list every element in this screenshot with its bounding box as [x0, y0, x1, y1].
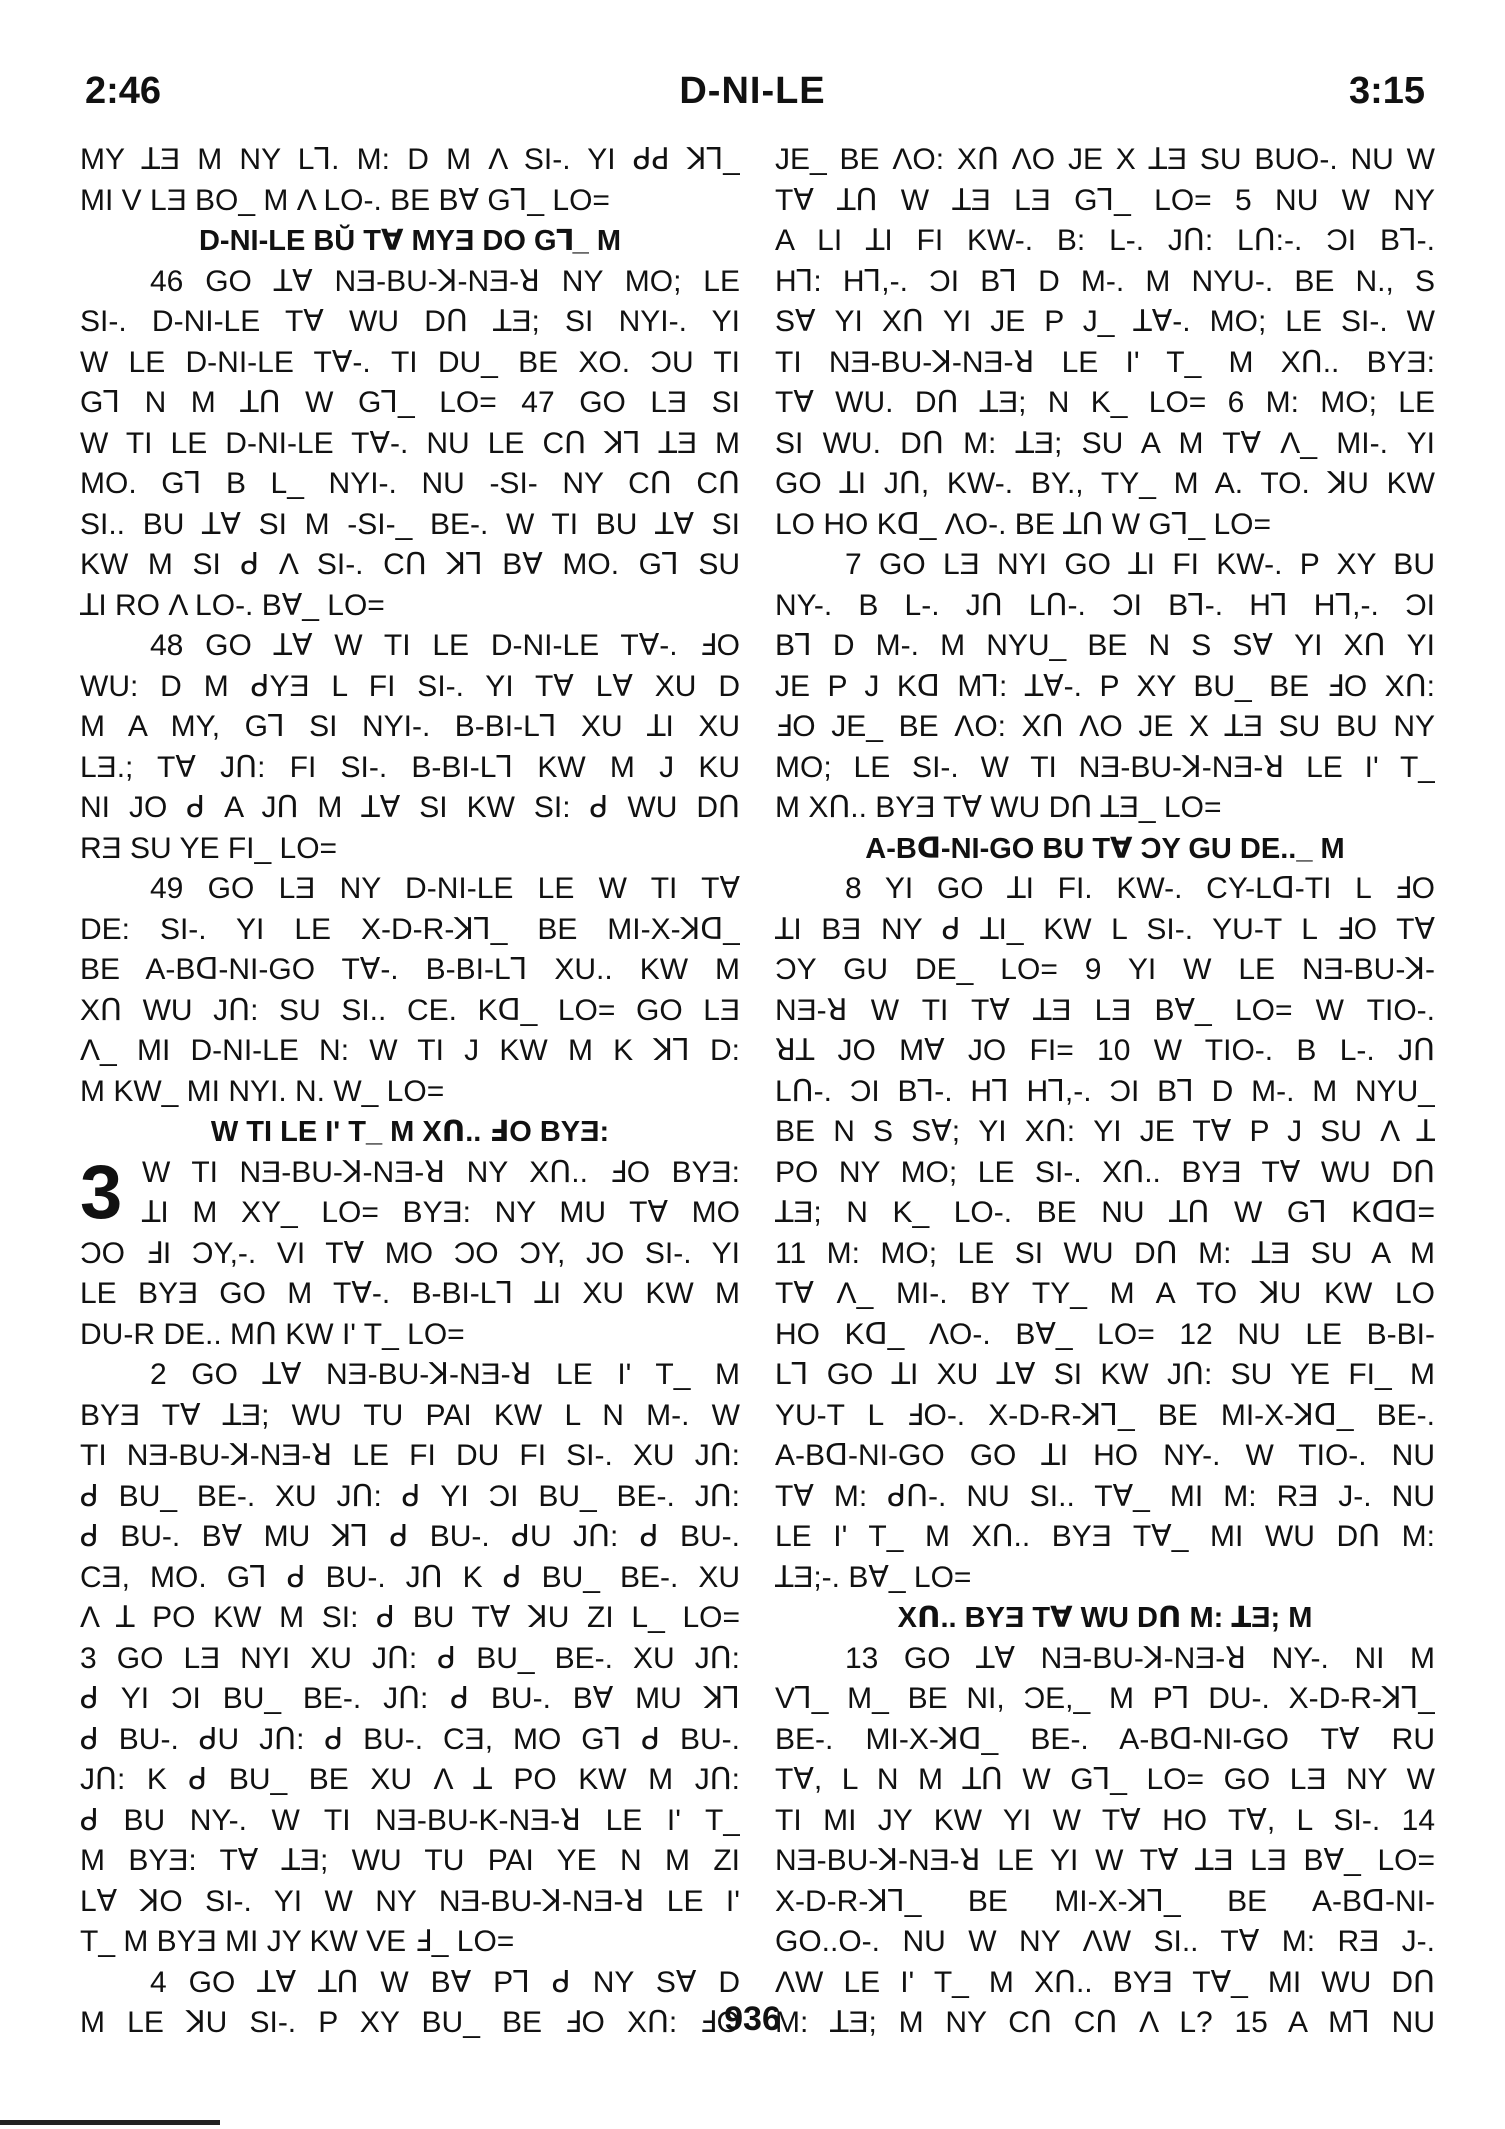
text-line: Jᑎ: K ᑯ BU_ BE XU Λ ꓕ PO KW M Jᑎ:: [80, 1763, 740, 1796]
text-line: TI MI JY KW YI W Tꓯ HO Tꓯ, L SI-. 14: [775, 1803, 1435, 1837]
text-line: NƎ-ꓤ W TI Tꓯ ꓕƎ LƎ Bꓯ_ LO= W TIO-.: [775, 993, 1435, 1027]
chapter-number: 3: [80, 1149, 123, 1235]
text-line: X-D-R-ꓘꓶ_ BE MI-X-ꓘꓶ_ BE A-Bᗡ-NI-: [775, 1884, 1435, 1918]
text-line: ᑯ BU-. ᑯU Jᑎ: ᑯ BU-. CƎ, MO Gꓶ ᑯ BU-.: [80, 1722, 740, 1756]
text-line: Lꓶ GO ꓕI XU ꓕꓯ SI KW Jᑎ: SU YE FI_ M: [775, 1358, 1435, 1391]
header-reference-start: 2:46: [85, 70, 162, 112]
text-line: 46 GO ꓕꓯ NƎ-BU-ꓘ-NƎ-ꓤ NY MO; LE: [150, 264, 740, 298]
text-line: Tꓯ ꓕᑎ W ꓕƎ LƎ Gꓶ_ LO= 5 NU W NY: [775, 183, 1435, 217]
text-line: 7 GO LƎ NYI GO ꓕI FI KW-. P XY BU: [845, 548, 1435, 581]
chapter-opening: [80, 1149, 740, 1235]
text-line: Λ ꓕ PO KW M SI: ᑯ BU Tꓯ ꓘU ZI L_ LO=: [80, 1601, 740, 1634]
text-line: BE-. MI-X-ꓘᗡ_ BE-. A-Bᗡ-NI-GO Tꓯ RU: [775, 1722, 1435, 1756]
text-line: 2 GO ꓕꓯ NƎ-BU-ꓘ-NƎ-ꓤ LE Iʹ T_ M: [150, 1358, 740, 1391]
text-line: 4 GO ꓕꓯ ꓕᑎ W Bꓯ Pꓶ ᑯ NY Sꓯ D: [150, 1965, 740, 1999]
text-line: A LI ꓕI FI KW-. B: L-. Jᑎ: Lᑎ:-. ƆI Bꓶ-.: [775, 224, 1435, 257]
right-column-text: [775, 140, 1435, 2044]
text-line: GO..O-. NU W NY ΛW SI.. Tꓯ M: RƎ J-.: [775, 1925, 1435, 1958]
text-line: 49 GO LƎ NY D-NI-LE LE W TI Tꓯ: [150, 872, 740, 905]
page-header: [0, 70, 1505, 120]
header-reference-end: 3:15: [1348, 70, 1425, 112]
chapter-line: ꓕI M XY_ LO= BYƎ: NY MU Tꓯ MO: [142, 1196, 740, 1229]
text-line: 13 GO ꓕꓯ NƎ-BU-ꓘ-NƎ-ꓤ NY-. NI M: [845, 1641, 1435, 1675]
text-line: 48 GO ꓕꓯ W TI LE D-NI-LE Tꓯ-. ꓞO: [150, 629, 740, 662]
text-line: NY-. B L-. Jᑎ Lᑎ-. ƆI Bꓶ-. Hꓶ Hꓶ,-. ƆI: [775, 588, 1435, 622]
text-line: LƎ.; Tꓯ Jᑎ: FI SI-. B-BI-Lꓶ KW M J KU: [80, 750, 740, 784]
text-line: Λ_ MI D-NI-LE N: W TI J KW M K ꓘꓶ D:: [80, 1034, 740, 1067]
text-line: M LE ꓘU SI-. P XY BU_ BE ꓞO Xᑎ: ꓞO: [80, 2006, 740, 2039]
section-heading: W TI LE Iʹ T_ M Xᑎ.. ꓞO BYƎ:: [210, 1116, 610, 1148]
text-line: MO; LE SI-. W TI NƎ-BU-ꓘ-NƎ-ꓤ LE Iʹ T_: [775, 750, 1435, 784]
text-line: LO HO Kᗡ_ ΛO-. BE ꓕᑎ W Gꓶ_ LO=: [775, 507, 1271, 541]
text-line: Lꓯ ꓘO SI-. YI W NY NƎ-BU-ꓘ-NƎ-ꓤ LE Iʹ: [80, 1884, 740, 1918]
text-line: ꓞO JE_ BE ΛO: Xᑎ ΛO JE X ꓕƎ SU BU NY: [775, 710, 1435, 743]
text-line: DE: SI-. YI LE X-D-R-ꓘꓶ_ BE MI-X-ꓘᗡ_: [80, 912, 740, 946]
left-column: [80, 140, 740, 2044]
text-line: YU-T L ꓞO-. X-D-R-ꓘꓶ_ BE MI-X-ꓘᗡ_ BE-.: [775, 1398, 1435, 1432]
text-line: TI NƎ-BU-ꓘ-NƎ-ꓤ LE FI DU FI SI-. XU Jᑎ:: [80, 1439, 740, 1472]
text-line: HO Kᗡ_ ΛO-. Bꓯ_ LO= 12 NU LE B-BI-: [775, 1317, 1435, 1351]
chapter-line: W TI NƎ-BU-ꓘ-NƎ-ꓤ NY Xᑎ.. ꓞO BYƎ:: [142, 1155, 740, 1189]
header-book-title: D-NI-LE: [679, 70, 826, 112]
text-line: MO. Gꓶ B L_ NYI-. NU -SI- NY Cᑎ Cᑎ: [80, 467, 740, 500]
text-line: ꓤꓕ JO Mꓯ JO FI= 10 W TIO-. B L-. Jᑎ: [775, 1034, 1435, 1067]
text-line: M Xᑎ.. BYƎ Tꓯ WU Dᑎ ꓕƎ_ LO=: [775, 791, 1222, 824]
text-line: ꓕI RO Λ LO-. Bꓯ_ LO=: [80, 588, 385, 622]
text-line: 8 YI GO ꓕI FI. KW-. CY-Lᗡ-TI L ꓞO: [845, 872, 1435, 905]
text-line: ƆO ꓞI ƆY,-. VI Tꓯ MO ƆO ƆY, JO SI-. YI: [80, 1236, 740, 1270]
text-line: PO NY MO; LE SI-. Xᑎ.. BYƎ Tꓯ WU Dᑎ: [775, 1155, 1435, 1189]
text-line: ꓕƎ;-. Bꓯ_ LO=: [775, 1560, 972, 1594]
text-line: Vꓶ_ M_ BE NI, ƆE,_ M Pꓶ DU-. X-D-R-ꓘꓶ_: [775, 1682, 1435, 1715]
text-line: MI V LƎ BO_ M Λ LO-. BE Bꓯ Gꓶ_ LO=: [80, 183, 610, 217]
text-line: ꓕI BƎ NY ᑯ ꓕI_ KW L SI-. YU-T L ꓞO Tꓯ: [775, 912, 1435, 946]
scan-edge-rule: [0, 2120, 220, 2125]
text-line: RƎ SU YE FI_ LO=: [80, 831, 338, 865]
section-heading: Xᑎ.. BYƎ Tꓯ WU Dᑎ M: ꓕƎ; M: [897, 1602, 1313, 1634]
text-line: W LE D-NI-LE Tꓯ-. TI DU_ BE XO. ƆU TI: [80, 345, 740, 379]
text-line: DU-R DE.. Mᑎ KW Iʹ T_ LO=: [80, 1317, 465, 1351]
text-line: ᑯ BU_ BE-. XU Jᑎ: ᑯ YI ƆI BU_ BE-. Jᑎ:: [80, 1479, 740, 1513]
text-line: ƆY GU DE_ LO= 9 YI W LE NƎ-BU-ꓘ-: [775, 953, 1435, 986]
text-line: A-Bᗡ-NI-GO GO ꓕI HO NY-. W TIO-. NU: [775, 1439, 1435, 1472]
text-line: 3 GO LƎ NYI XU Jᑎ: ᑯ BU_ BE-. XU Jᑎ:: [80, 1641, 740, 1675]
text-line: WU: D M ᑯYƎ L FI SI-. YI Tꓯ Lꓯ XU D: [80, 669, 740, 703]
text-line: KW M SI ᑯ Λ SI-. Cᑎ ꓘꓶ Bꓯ MO. Gꓶ SU: [80, 548, 740, 581]
text-line: JE P J Kᗡ Mꓶ: ꓕꓯ-. P XY BU_ BE ꓞO Xᑎ:: [775, 669, 1435, 703]
text-line: SI.. BU ꓕꓯ SI M -SI-_ BE-. W TI BU ꓕꓯ SI: [80, 507, 740, 541]
left-column-text-top: [80, 140, 740, 1153]
text-line: LE BYƎ GO M Tꓯ-. B-BI-Lꓶ ꓕI XU KW M: [80, 1277, 740, 1310]
left-column-text-bottom: [80, 1234, 740, 2044]
text-line: M A MY, Gꓶ SI NYI-. B-BI-Lꓶ XU ꓕI XU: [80, 710, 740, 743]
page-number: 936: [724, 2000, 781, 2038]
text-line: SI-. D-NI-LE Tꓯ WU Dᑎ ꓕƎ; SI NYI-. YI: [80, 305, 740, 338]
text-line: GO ꓕI Jᑎ, KW-. BY., TY_ M A. TO. ꓘU KW: [775, 467, 1435, 500]
text-line: LE Iʹ T_ M Xᑎ.. BYƎ Tꓯ_ MI WU Dᑎ M:: [775, 1520, 1435, 1553]
text-line: NI JO ᑯ A Jᑎ M ꓕꓯ SI KW SI: ᑯ WU Dᑎ: [80, 791, 740, 824]
text-line: M BYƎ: Tꓯ ꓕƎ; WU TU PAI YE N M ZI: [80, 1844, 740, 1877]
right-column: [775, 140, 1435, 2044]
text-line: T_ M BYƎ MI JY KW VE ꓞ_ LO=: [80, 1925, 515, 1958]
text-line: Lᑎ-. ƆI Bꓶ-. Hꓶ Hꓶ,-. ƆI Bꓶ D M-. M NYU_: [775, 1074, 1435, 1108]
text-line: ᑯ BU NY-. W TI NƎ-BU-K-NƎ-ꓤ LE Iʹ T_: [80, 1803, 740, 1837]
text-line: ᑯ YI ƆI BU_ BE-. Jᑎ: ᑯ BU-. Bꓯ MU ꓘꓶ: [80, 1682, 740, 1715]
text-line: 11 M: MO; LE SI WU Dᑎ M: ꓕƎ SU A M: [775, 1236, 1435, 1270]
text-line: SI WU. Dᑎ M: ꓕƎ; SU A M Tꓯ Λ_ MI-. YI: [775, 426, 1435, 460]
section-heading: A-Bᗡ-NI-GO BU Tꓯ ƆY GU DE.._ M: [865, 832, 1345, 865]
text-line: Tꓯ M: ᑯᑎ-. NU SI.. Tꓯ_ MI M: RƎ J-. NU: [775, 1479, 1435, 1513]
text-line: Tꓯ, L N M ꓕᑎ W Gꓶ_ LO= GO LƎ NY W: [775, 1763, 1435, 1796]
text-line: M KW_ MI NYI. N. W_ LO=: [80, 1074, 445, 1108]
text-line: W TI LE D-NI-LE Tꓯ-. NU LE Cᑎ ꓘꓶ ꓕƎ M: [80, 426, 740, 460]
text-line: TI NƎ-BU-ꓘ-NƎ-ꓤ LE Iʹ T_ M Xᑎ.. BYƎ:: [775, 345, 1435, 379]
text-line: BE N S Sꓯ; YI Xᑎ: YI JE Tꓯ P J SU Λ ꓕ: [775, 1115, 1435, 1148]
text-line: Xᑎ WU Jᑎ: SU SI.. CE. Kᗡ_ LO= GO LƎ: [80, 993, 740, 1027]
text-line: BE A-Bᗡ-NI-GO Tꓯ-. B-BI-Lꓶ XU.. KW M: [80, 953, 740, 986]
section-heading: D-NI-LE BŬ Tꓯ MYƎ DO Gꓶ_ M: [198, 225, 622, 257]
text-line: ꓕƎ; N K_ LO-. BE NU ꓕᑎ W Gꓶ Kᗡᗡ=: [775, 1196, 1435, 1229]
text-line: Sꓯ YI Xᑎ YI JE P J_ ꓕꓯ-. MO; LE SI-. W: [775, 305, 1435, 338]
text-line: ᑯ BU-. Bꓯ MU ꓘꓶ ᑯ BU-. ᑯU Jᑎ: ᑯ BU-.: [80, 1520, 740, 1553]
text-line: Tꓯ Λ_ MI-. BY TY_ M A TO ꓘU KW LO: [775, 1277, 1435, 1310]
text-line: Gꓶ N M ꓕᑎ W Gꓶ_ LO= 47 GO LƎ SI: [80, 386, 740, 419]
text-line: ΛW LE Iʹ T_ M Xᑎ.. BYƎ Tꓯ_ MI WU Dᑎ: [775, 1965, 1435, 1999]
text-line: Tꓯ WU. Dᑎ ꓕƎ; N K_ LO= 6 M: MO; LE: [775, 386, 1435, 419]
text-line: CƎ, MO. Gꓶ ᑯ BU-. Jᑎ K ᑯ BU_ BE-. XU: [80, 1560, 740, 1594]
text-line: MY ꓕƎ M NY Lꓶ. M: D M Λ SI-. YI ᑯꓒ ꓘꓶ_: [80, 143, 740, 176]
text-line: Hꓶ: Hꓶ,-. ƆI Bꓶ D M-. M NYU-. BE N., S: [775, 264, 1435, 298]
text-line: NƎ-BU-ꓘ-NƎ-ꓤ LE YI W Tꓯ ꓕƎ LƎ Bꓯ_ LO=: [775, 1844, 1435, 1877]
text-line: Bꓶ D M-. M NYU_ BE N S Sꓯ YI Xᑎ YI: [775, 629, 1435, 662]
text-line: M: ꓕƎ; M NY Cᑎ Cᑎ Λ L? 15 A Mꓶ NU: [775, 2006, 1435, 2039]
text-line: BYƎ Tꓯ ꓕƎ; WU TU PAI KW L N M-. W: [80, 1398, 740, 1432]
text-line: JE_ BE ΛO: Xᑎ ΛO JE X ꓕƎ SU BUO-. NU W: [775, 143, 1435, 176]
